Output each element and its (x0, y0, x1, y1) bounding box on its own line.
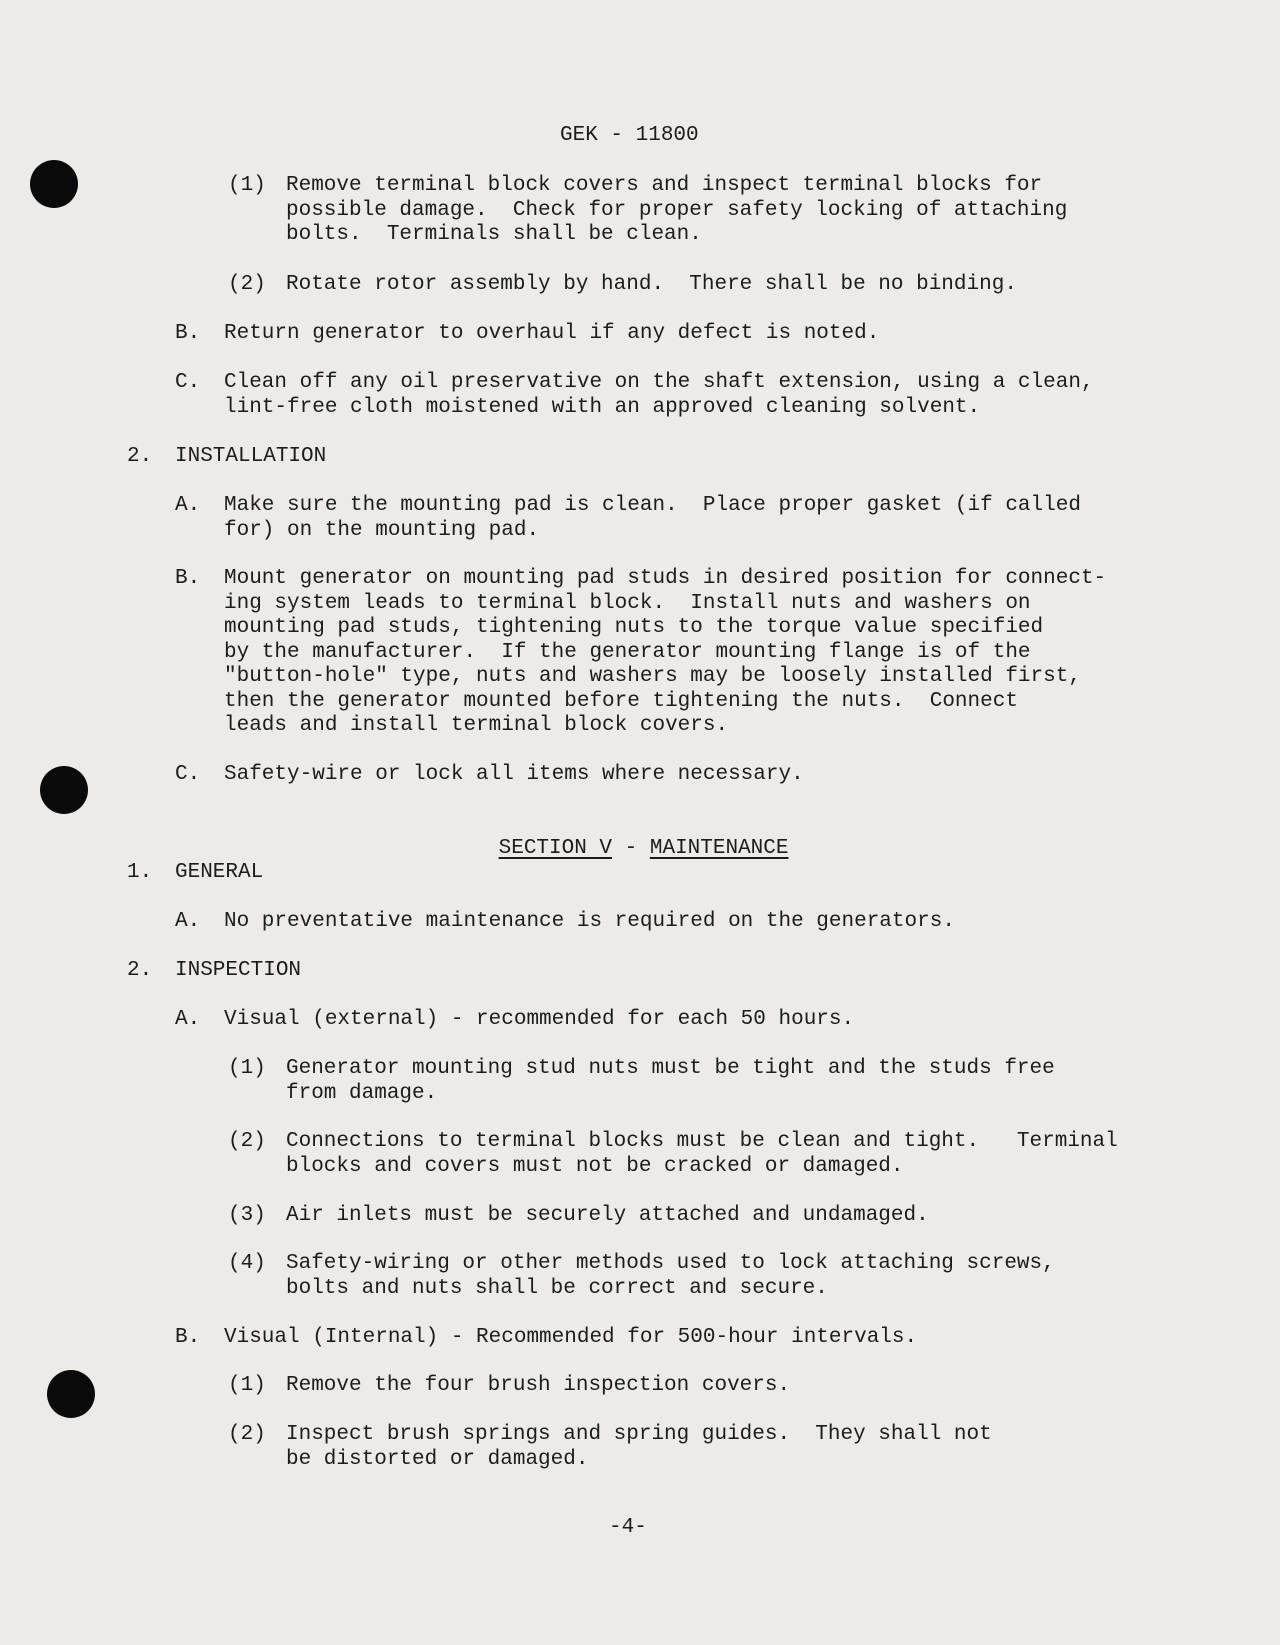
item-text-line: lint-free cloth moistened with an approved cleaning solvent. (224, 395, 981, 419)
item-text-line: for) on the mounting pad. (224, 518, 540, 542)
item-text-line: by the manufacturer. If the generator mounting flange is of the (224, 640, 1031, 664)
section-dash: - (624, 837, 638, 860)
item-text-line: Return generator to overhaul if any defect is noted. (224, 322, 880, 345)
item-text-line: Inspect brush springs and spring guides. They shall not (286, 1423, 992, 1446)
section-title: MAINTENANCE (649, 837, 789, 860)
item-label: C. (175, 371, 201, 394)
item-label: (1) (228, 1374, 266, 1397)
item-text-line: "button-hole" type, nuts and washers may be loosely installed first, (224, 665, 1081, 688)
item-label: A. (175, 494, 201, 517)
item-text-line: GENERAL (175, 861, 264, 884)
item-label: C. (175, 763, 201, 786)
item-label: 2. (127, 445, 153, 468)
binder-hole (47, 1370, 95, 1418)
item-text-line: Mount generator on mounting pad studs in desired position for connect- (224, 567, 1107, 590)
item-label: B. (175, 567, 201, 590)
item-text-line: bolts and nuts shall be correct and secure. (286, 1276, 828, 1300)
item-label: (1) (228, 174, 266, 197)
section-heading (486, 813, 788, 861)
item-text-line: bolts. Terminals shall be clean. (286, 223, 702, 246)
item-text-line: possible damage. Check for proper safety locking of attaching (286, 198, 1068, 222)
item-text-line: Visual (external) - recommended for each 50 hours. (224, 1008, 855, 1031)
binder-hole (40, 766, 88, 814)
page-number: -4- (609, 1516, 647, 1539)
item-text-line: INSPECTION (175, 959, 302, 982)
item-text-line: Safety-wiring or other methods used to lock attaching screws, (286, 1252, 1055, 1275)
item-text-line: be distorted or damaged. (286, 1447, 589, 1471)
item-text-line: leads and install terminal block covers. (224, 714, 729, 737)
item-text-line: Remove the four brush inspection covers. (286, 1374, 791, 1397)
item-text-line: Safety-wire or lock all items where necessary. (224, 763, 804, 786)
item-text-line: Make sure the mounting pad is clean. Place proper gasket (if called (224, 494, 1081, 517)
item-text-line: Remove terminal block covers and inspect terminal blocks for (286, 174, 1043, 197)
item-label: (2) (228, 273, 266, 296)
item-text-line: Visual (Internal) - Recommended for 500-hour intervals. (224, 1326, 918, 1349)
item-text-line: INSTALLATION (175, 445, 327, 468)
item-label: B. (175, 322, 201, 345)
item-label: 2. (127, 959, 153, 982)
item-text-line: from damage. (286, 1081, 438, 1105)
item-text-line: Clean off any oil preservative on the shaft extension, using a clean, (224, 371, 1094, 394)
item-label: (2) (228, 1423, 266, 1446)
item-text-line: blocks and covers must not be cracked or damaged. (286, 1154, 904, 1178)
item-text-line: mounting pad studs, tightening nuts to the torque value specified (224, 616, 1044, 639)
item-text-line: Generator mounting stud nuts must be tight and the studs free (286, 1057, 1055, 1080)
document-header: GEK - 11800 (560, 124, 699, 147)
section-number: SECTION V (498, 837, 613, 860)
item-text-line: Air inlets must be securely attached and undamaged. (286, 1204, 929, 1227)
item-label: A. (175, 910, 201, 933)
item-text-line: Connections to terminal blocks must be clean and tight. Terminal (286, 1130, 1118, 1153)
item-text-line: Rotate rotor assembly by hand. There shall be no binding. (286, 273, 1017, 296)
item-text-line: then the generator mounted before tightening the nuts. Connect (224, 689, 1018, 713)
item-label: (4) (228, 1252, 266, 1275)
item-label: B. (175, 1326, 201, 1349)
item-label: (2) (228, 1130, 266, 1153)
item-label: (1) (228, 1057, 266, 1080)
item-label: 1. (127, 861, 153, 884)
binder-hole (30, 160, 78, 208)
item-label: A. (175, 1008, 201, 1031)
item-text-line: ing system leads to terminal block. Install nuts and washers on (224, 591, 1031, 615)
item-label: (3) (228, 1204, 266, 1227)
item-text-line: No preventative maintenance is required on the generators. (224, 910, 955, 933)
